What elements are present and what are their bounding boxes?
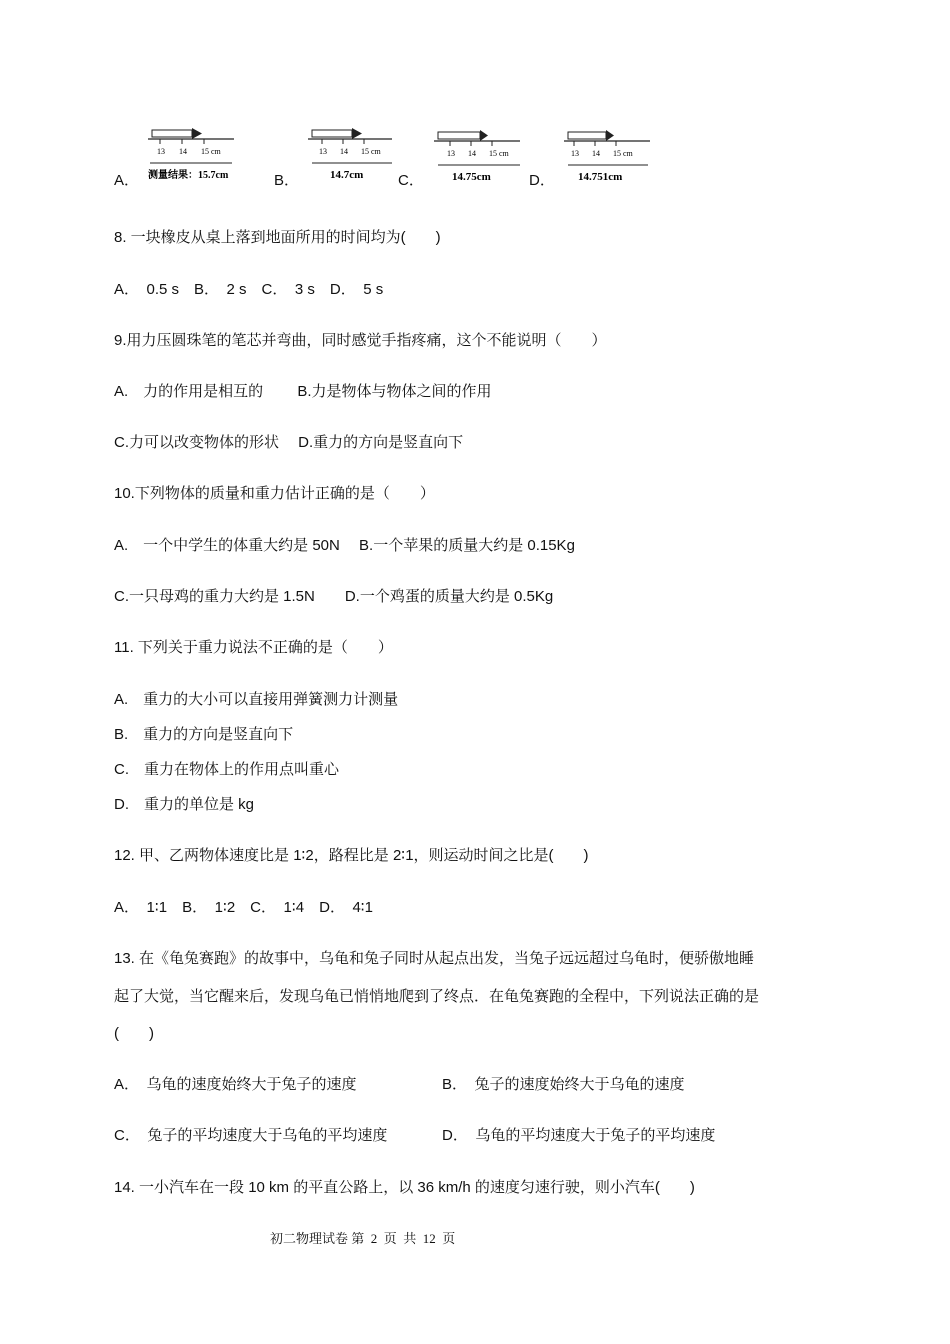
q10-stem: 10.下列物体的质量和重力估计正确的是（ ） (114, 485, 435, 502)
tick-label: 15 cm (489, 149, 509, 158)
tick-label: 13 (447, 149, 455, 158)
q11-option-a: A. 重力的大小可以直接用弹簧测力计测量 (114, 691, 399, 708)
ruler-figure (308, 126, 408, 186)
q11-option-b: B. 重力的方向是竖直向下 (114, 726, 294, 743)
q11-stem: 11. 下列关于重力说法不正确的是（ ） (114, 639, 393, 656)
q11-option-d: D. 重力的单位是 kg (114, 796, 255, 813)
q9-options-line2: C.力可以改变物体的形状 D.重力的方向是竖直向下 (114, 434, 464, 451)
q13-stem-line2: 起了大觉，当它醒来后，发现乌龟已悄悄地爬到了终点．在龟兔赛跑的全程中，下列说法正确的是 (114, 988, 760, 1005)
ruler-figure (148, 126, 258, 186)
q13-stem-line3: ( ) (114, 1025, 154, 1042)
measure-caption: 14.751cm (578, 171, 623, 183)
q12-options: A． 1∶1 B． 1∶2 C． 1∶4 D． 4∶1 (114, 899, 374, 916)
q13-option-d: D． 乌龟的平均速度大于兔子的平均速度 (442, 1127, 716, 1144)
option-letter: B． (274, 172, 300, 189)
page-footer: 初二物理试卷 第 2 页 共 12 页 (270, 1231, 456, 1246)
tick-label: 14 (340, 147, 348, 156)
q11-option-c: C. 重力在物体上的作用点叫重心 (114, 761, 340, 778)
tick-label: 13 (319, 147, 327, 156)
tick-label: 14 (179, 147, 187, 156)
tick-label: 15 cm (361, 147, 381, 156)
tick-label: 14 (468, 149, 476, 158)
tick-label: 14 (592, 149, 600, 158)
q13-option-c: C． 兔子的平均速度大于乌龟的平均速度 (114, 1127, 388, 1144)
ruler-figure (564, 128, 664, 188)
q13-stem-line1: 13. 在《龟兔赛跑》的故事中，乌龟和兔子同时从起点出发，当兔子远远超过乌龟时，便骄傲地睡 (114, 950, 755, 967)
q8-stem: 8. 一块橡皮从桌上落到地面所用的时间均为( ) (114, 229, 441, 246)
q8-options: A． 0.5 s B． 2 s C． 3 s D． 5 s (114, 281, 384, 298)
measure-caption: 14.75cm (452, 171, 491, 183)
q9-options-line1: A. 力的作用是相互的 B.力是物体与物体之间的作用 (114, 383, 492, 400)
tick-label: 15 cm (613, 149, 633, 158)
tick-label: 13 (571, 149, 579, 158)
q13-option-b: B． 兔子的速度始终大于乌龟的速度 (442, 1076, 685, 1093)
q10-options-line1: A. 一个中学生的体重大约是 50N B.一个苹果的质量大约是 0.15Kg (114, 537, 575, 554)
tick-label: 13 (157, 147, 165, 156)
tick-label: 15 cm (201, 147, 221, 156)
q9-stem: 9.用力压圆珠笔的笔芯并弯曲，同时感觉手指疼痛，这个不能说明（ ） (114, 332, 607, 349)
measure-caption: 14.7cm (330, 169, 364, 181)
option-letter: A． (114, 172, 140, 189)
option-letter: D． (529, 172, 555, 189)
option-letter: C． (398, 172, 424, 189)
ruler-figure (434, 128, 534, 188)
q14-stem: 14. 一小汽车在一段 10 km 的平直公路上，以 36 km/h 的速度匀速行驶，则小汽车( ) (114, 1179, 695, 1196)
q10-options-line2: C.一只母鸡的重力大约是 1.5N D.一个鸡蛋的质量大约是 0.5Kg (114, 588, 554, 605)
measure-caption: 测量结果：15.7cm (148, 170, 229, 181)
q13-option-a: A． 乌龟的速度始终大于兔子的速度 (114, 1076, 357, 1093)
q12-stem: 12. 甲、乙两物体速度比是 1∶2，路程比是 2∶1，则运动时间之比是( ) (114, 847, 589, 864)
